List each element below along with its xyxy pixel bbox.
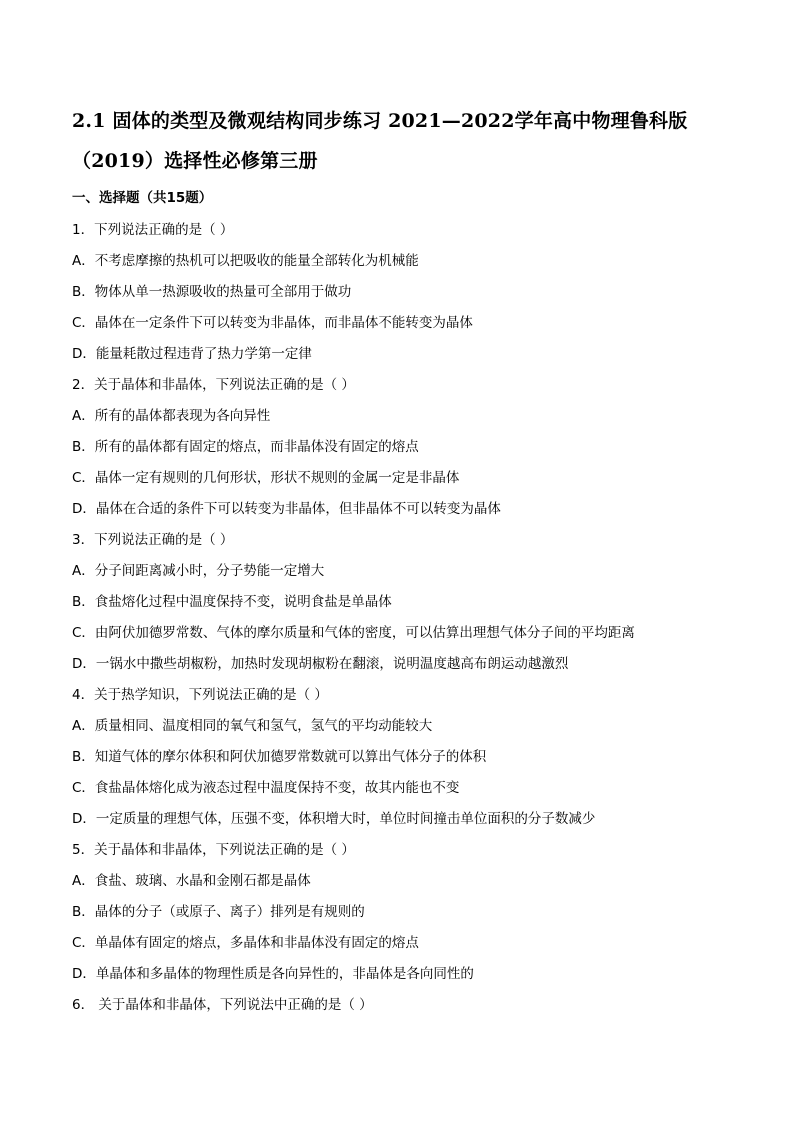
question-1-stem: 1．下列说法正确的是（ ） — [72, 222, 234, 238]
question-4-option-a: A．质量相同、温度相同的氧气和氢气，氢气的平均动能较大 — [72, 718, 433, 734]
question-4-stem: 4．关于热学知识，下列说法正确的是（ ） — [72, 687, 328, 703]
question-3-option-c: C．由阿伏加德罗常数、气体的摩尔质量和气体的密度，可以估算出理想气体分子间的平均距离 — [72, 625, 635, 641]
question-2-stem: 2．关于晶体和非晶体，下列说法正确的是（ ） — [72, 377, 355, 393]
question-1-option-d: D．能量耗散过程违背了热力学第一定律 — [72, 346, 312, 362]
question-1-option-a: A．不考虑摩擦的热机可以把吸收的能量全部转化为机械能 — [72, 253, 419, 269]
question-2-option-b: B．所有的晶体都有固定的熔点，而非晶体没有固定的熔点 — [72, 439, 419, 455]
section-heading: 一、选择题（共15题） — [72, 190, 213, 206]
question-1-option-c: C．晶体在一定条件下可以转变为非晶体，而非晶体不能转变为晶体 — [72, 315, 473, 331]
question-3-stem: 3．下列说法正确的是（ ） — [72, 532, 234, 548]
document-title-line-1: 2.1 固体的类型及微观结构同步练习 2021—2022学年高中物理鲁科版 — [72, 110, 688, 132]
question-5-option-c: C．单晶体有固定的熔点，多晶体和非晶体没有固定的熔点 — [72, 935, 419, 951]
question-2-option-c: C．晶体一定有规则的几何形状，形状不规则的金属一定是非晶体 — [72, 470, 460, 486]
question-5-stem: 5．关于晶体和非晶体，下列说法正确的是（ ） — [72, 842, 355, 858]
question-3-option-a: A．分子间距离减小时，分子势能一定增大 — [72, 563, 325, 579]
document-title-line-2: （2019）选择性必修第三册 — [72, 150, 318, 172]
question-6-stem: 6． 关于晶体和非晶体，下列说法中正确的是（ ） — [72, 997, 373, 1013]
question-5-option-b: B．晶体的分子（或原子、离子）排列是有规则的 — [72, 904, 365, 920]
question-5-option-d: D．单晶体和多晶体的物理性质是各向异性的，非晶体是各向同性的 — [72, 966, 474, 982]
question-2-option-a: A．所有的晶体都表现为各向异性 — [72, 408, 271, 424]
question-1-option-b: B．物体从单一热源吸收的热量可全部用于做功 — [72, 284, 352, 300]
question-3-option-b: B．食盐熔化过程中温度保持不变，说明食盐是单晶体 — [72, 594, 392, 610]
question-2-option-d: D．晶体在合适的条件下可以转变为非晶体，但非晶体不可以转变为晶体 — [72, 501, 501, 517]
question-4-option-d: D．一定质量的理想气体，压强不变，体积增大时，单位时间撞击单位面积的分子数减少 — [72, 811, 596, 827]
question-4-option-b: B．知道气体的摩尔体积和阿伏加德罗常数就可以算出气体分子的体积 — [72, 749, 487, 765]
question-5-option-a: A．食盐、玻璃、水晶和金刚石都是晶体 — [72, 873, 311, 889]
question-4-option-c: C．食盐晶体熔化成为液态过程中温度保持不变，故其内能也不变 — [72, 780, 460, 796]
question-3-option-d: D．一锅水中撒些胡椒粉，加热时发现胡椒粉在翻滚，说明温度越高布朗运动越激烈 — [72, 656, 569, 672]
